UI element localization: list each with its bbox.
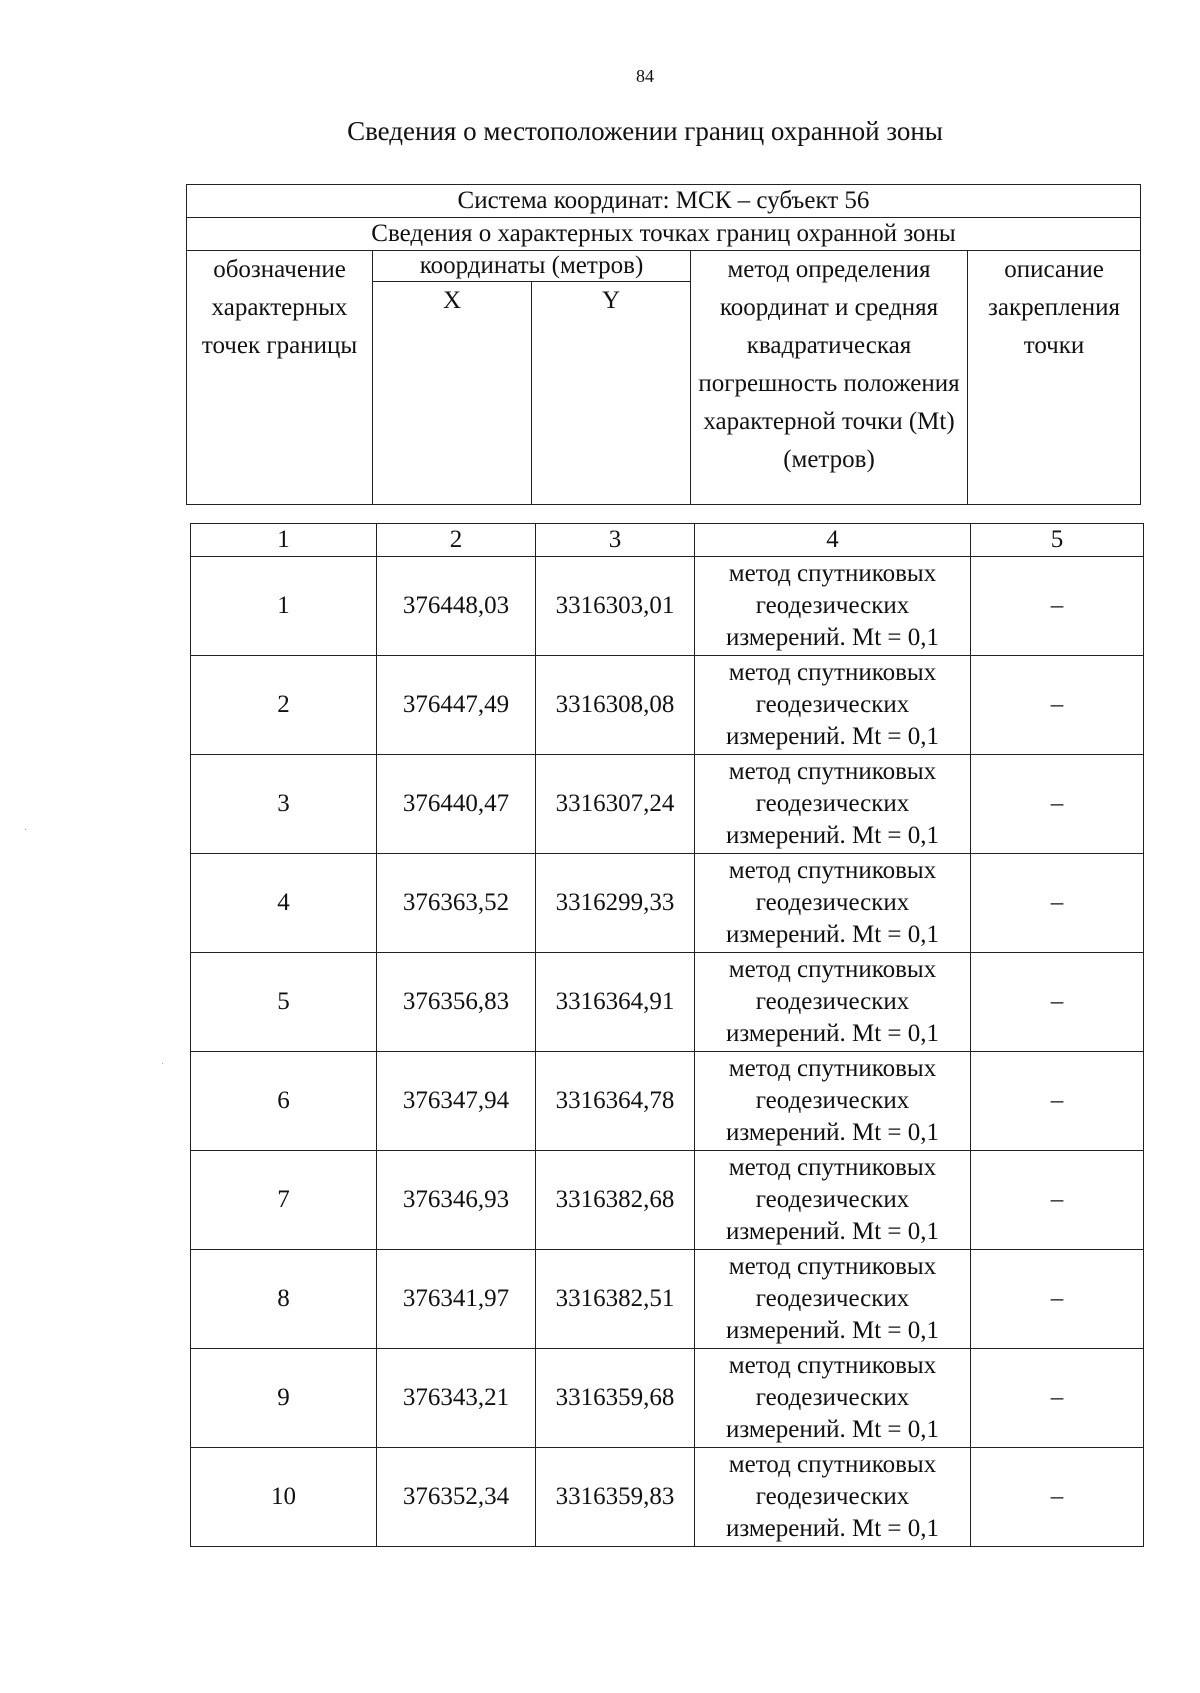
y-coordinate-cell: 3316308,08: [536, 656, 695, 755]
y-coordinate-cell: 3316359,83: [536, 1448, 695, 1547]
table-row: [191, 656, 1144, 755]
description-cell: –: [971, 1052, 1144, 1151]
x-coordinate-cell: 376440,47: [377, 755, 536, 854]
point-cell: 7: [191, 1151, 377, 1250]
point-cell: 4: [191, 854, 377, 953]
point-cell: 8: [191, 1250, 377, 1349]
column-number: 2: [377, 524, 536, 557]
x-coordinate-cell: 376448,03: [377, 557, 536, 656]
method-cell: метод спутниковых геодезических измерений. Mt = 0,1: [695, 1349, 971, 1448]
description-cell: –: [971, 1151, 1144, 1250]
x-coordinate-cell: 376447,49: [377, 656, 536, 755]
x-coordinate-cell: 376356,83: [377, 953, 536, 1052]
column-number: 3: [536, 524, 695, 557]
column-number: 4: [695, 524, 971, 557]
y-coordinate-cell: 3316307,24: [536, 755, 695, 854]
coordinates-header: координаты (метров): [373, 251, 691, 282]
y-coordinate-cell: 3316382,51: [536, 1250, 695, 1349]
description-cell: –: [971, 1250, 1144, 1349]
y-coordinate-cell: 3316382,68: [536, 1151, 695, 1250]
description-header: описание закрепления точки: [968, 251, 1141, 505]
scan-speck: [25, 829, 26, 830]
designation-header: обозначение характерных точек границы: [187, 251, 373, 505]
description-cell: –: [971, 656, 1144, 755]
method-cell: метод спутниковых геодезических измерений. Mt = 0,1: [695, 557, 971, 656]
y-coordinate-cell: 3316364,78: [536, 1052, 695, 1151]
coord-system-cell: Система координат: МСК – субъект 56: [187, 185, 1141, 218]
point-cell: 3: [191, 755, 377, 854]
point-cell: 9: [191, 1349, 377, 1448]
method-cell: метод спутниковых геодезических измерений. Mt = 0,1: [695, 1448, 971, 1547]
table-row: [191, 1448, 1144, 1547]
description-cell: –: [971, 1349, 1144, 1448]
page-number: 84: [636, 66, 654, 86]
x-coordinate-cell: 376352,34: [377, 1448, 536, 1547]
x-coordinate-cell: 376343,21: [377, 1349, 536, 1448]
table-row: [191, 1349, 1144, 1448]
x-coordinate-cell: 376347,94: [377, 1052, 536, 1151]
method-cell: метод спутниковых геодезических измерений. Mt = 0,1: [695, 1052, 971, 1151]
y-header: Y: [532, 282, 691, 505]
x-coordinate-cell: 376363,52: [377, 854, 536, 953]
points-table-header: [186, 184, 1141, 505]
column-number: 1: [191, 524, 377, 557]
column-numbers-row: [191, 524, 1144, 557]
x-header: X: [373, 282, 532, 505]
table-row: [191, 1052, 1144, 1151]
column-number: 5: [971, 524, 1144, 557]
x-coordinate-cell: 376341,97: [377, 1250, 536, 1349]
y-coordinate-cell: 3316359,68: [536, 1349, 695, 1448]
document-title: Сведения о местоположении границ охранной зоны: [347, 116, 943, 146]
description-cell: –: [971, 953, 1144, 1052]
description-cell: –: [971, 1448, 1144, 1547]
y-coordinate-cell: 3316303,01: [536, 557, 695, 656]
point-cell: 2: [191, 656, 377, 755]
point-cell: 6: [191, 1052, 377, 1151]
method-cell: метод спутниковых геодезических измерений. Mt = 0,1: [695, 656, 971, 755]
point-cell: 1: [191, 557, 377, 656]
scan-speck: [162, 1063, 163, 1064]
table-row: [191, 854, 1144, 953]
method-cell: метод спутниковых геодезических измерений. Mt = 0,1: [695, 953, 971, 1052]
table-row: [191, 755, 1144, 854]
description-cell: –: [971, 755, 1144, 854]
points-table-body: [190, 523, 1144, 1547]
method-cell: метод спутниковых геодезических измерений. Mt = 0,1: [695, 1250, 971, 1349]
table-row: [191, 953, 1144, 1052]
table-row: [191, 557, 1144, 656]
y-coordinate-cell: 3316299,33: [536, 854, 695, 953]
point-cell: 10: [191, 1448, 377, 1547]
x-coordinate-cell: 376346,93: [377, 1151, 536, 1250]
description-cell: –: [971, 854, 1144, 953]
table-row: [191, 1151, 1144, 1250]
method-cell: метод спутниковых геодезических измерений. Mt = 0,1: [695, 1151, 971, 1250]
description-cell: –: [971, 557, 1144, 656]
method-cell: метод спутниковых геодезических измерений. Mt = 0,1: [695, 755, 971, 854]
point-cell: 5: [191, 953, 377, 1052]
method-cell: метод спутниковых геодезических измерений. Mt = 0,1: [695, 854, 971, 953]
method-header: метод определения координат и средняя квадратическая погрешность положения характерной точки (Mt) (метров): [691, 251, 968, 505]
table-row: [191, 1250, 1144, 1349]
y-coordinate-cell: 3316364,91: [536, 953, 695, 1052]
table-subtitle-cell: Сведения о характерных точках границ охранной зоны: [187, 218, 1141, 251]
